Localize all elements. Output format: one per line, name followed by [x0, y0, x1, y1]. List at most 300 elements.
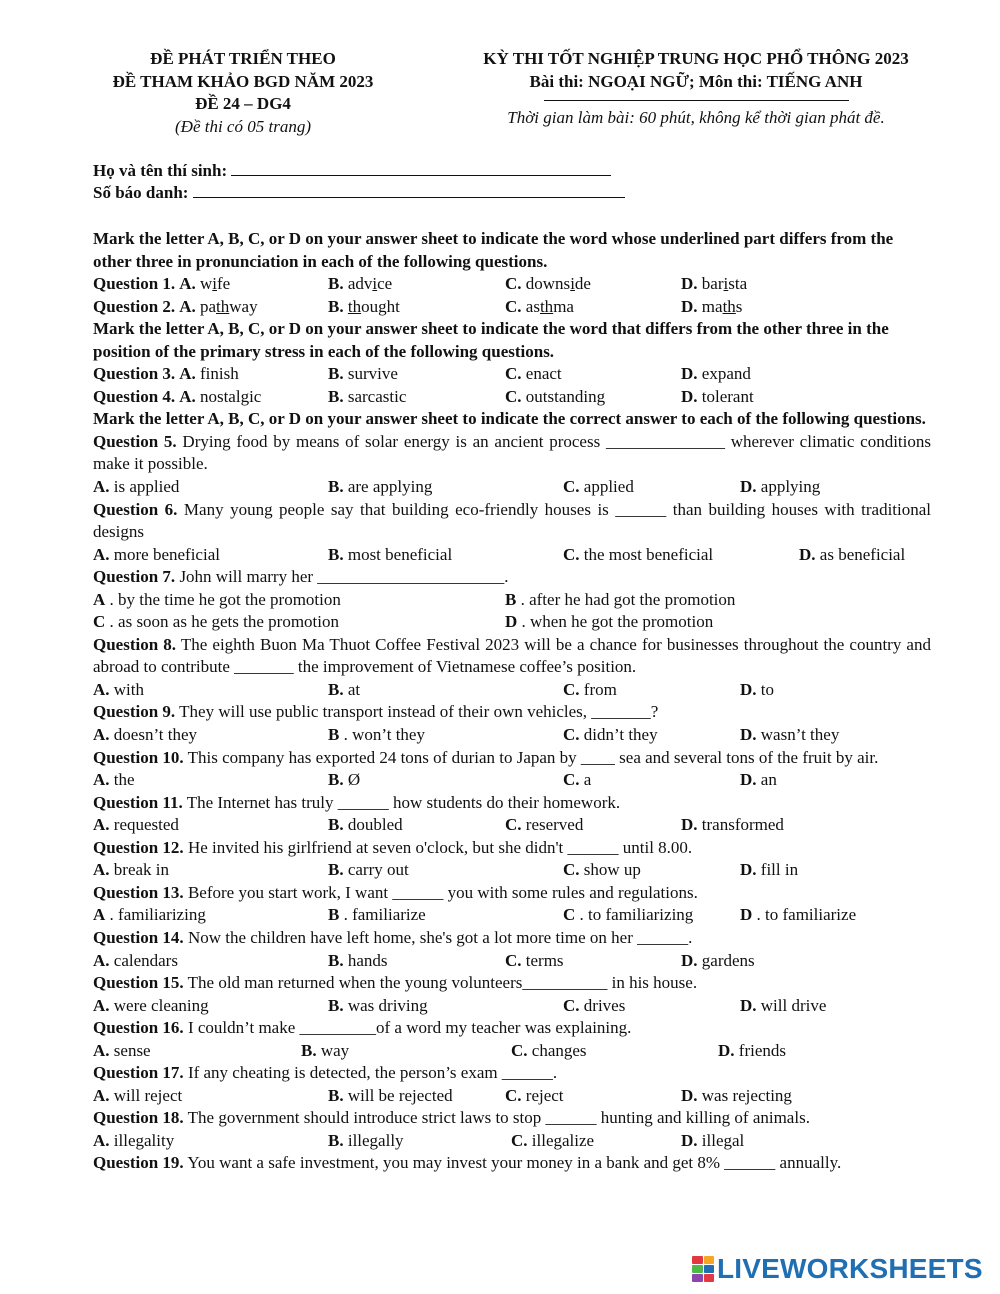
option-b[interactable] — [328, 724, 425, 747]
option-word: asthma — [525, 296, 574, 316]
question-18 — [93, 1107, 931, 1130]
question-text: The Internet has truly ______ how students do their homework. — [186, 792, 621, 812]
option-text: illegalize — [531, 1130, 595, 1150]
option-a[interactable] — [93, 769, 135, 792]
question-13 — [93, 882, 931, 905]
option-c[interactable] — [505, 814, 583, 837]
option-d[interactable] — [799, 544, 905, 567]
option-letter: C. — [505, 274, 522, 294]
option-text: . won’t they — [343, 725, 425, 745]
option-a[interactable] — [179, 297, 257, 316]
option-c[interactable] — [563, 544, 713, 567]
options-row — [93, 589, 931, 612]
option-text: more beneficial — [113, 544, 220, 564]
option-text: carry out — [347, 860, 409, 880]
option-letter: D. — [681, 1085, 698, 1105]
option-letter: A. — [93, 725, 110, 745]
option-letter: C. — [563, 725, 580, 745]
option-letter: C. — [505, 950, 522, 970]
option-d[interactable] — [740, 904, 856, 927]
question-2 — [93, 296, 931, 319]
option-word: downside — [525, 274, 591, 294]
question-4 — [93, 386, 931, 409]
option-text: transformed — [701, 815, 784, 835]
option-c[interactable] — [563, 904, 693, 927]
option-letter: D. — [740, 770, 757, 790]
question-text: The government should introduce strict laws to stop ______ hunting and killing of animals. — [187, 1108, 810, 1128]
option-text: show up — [583, 860, 641, 880]
option-letter: A. — [93, 1085, 110, 1105]
question-text: They will use public transport instead of their own vehicles, _______? — [179, 702, 659, 722]
question-7 — [93, 566, 931, 589]
option-b[interactable] — [328, 1085, 453, 1108]
question-text: Before you start work, I want ______ you with some rules and regulations. — [187, 882, 698, 902]
option-c[interactable] — [93, 611, 339, 634]
option-a[interactable] — [179, 274, 230, 293]
option-letter: A — [93, 905, 106, 925]
option-text: sarcastic — [347, 386, 407, 406]
question-10 — [93, 747, 931, 770]
question-12 — [93, 837, 931, 860]
question-number: Question 17. — [93, 1063, 184, 1083]
option-text: an — [760, 770, 777, 790]
option-a[interactable] — [179, 364, 239, 383]
option-d[interactable] — [740, 476, 820, 499]
question-11 — [93, 792, 931, 815]
options-row — [93, 859, 931, 882]
option-a[interactable] — [93, 1040, 151, 1063]
underlined-part: i — [723, 274, 729, 294]
option-b[interactable] — [328, 950, 388, 973]
option-d[interactable] — [740, 859, 798, 882]
option-b[interactable] — [328, 814, 403, 837]
option-letter: D — [740, 905, 753, 925]
option-text: requested — [113, 815, 179, 835]
option-text: a — [583, 770, 592, 790]
header-left-line-1: ĐỀ PHÁT TRIỂN THEO — [150, 49, 336, 68]
question-number: Question 16. — [93, 1018, 184, 1038]
candidate-name-blank — [231, 161, 611, 176]
option-b[interactable] — [328, 679, 360, 702]
option-c[interactable] — [505, 363, 562, 386]
option-b[interactable] — [328, 769, 360, 792]
header-divider — [544, 100, 849, 101]
option-letter: D — [505, 612, 518, 632]
option-letter: D. — [681, 364, 698, 384]
question-3 — [93, 363, 931, 386]
option-a[interactable] — [93, 814, 179, 837]
option-a[interactable] — [93, 950, 178, 973]
option-letter: C. — [563, 477, 580, 497]
option-b[interactable] — [328, 363, 398, 386]
question-text: You want a safe investment, you may invest your money in a bank and get 8% ______ annually. — [187, 1153, 842, 1173]
underlined-part: i — [372, 274, 378, 294]
option-text: as beneficial — [819, 544, 906, 564]
option-text: illegal — [701, 1130, 745, 1150]
underlined-part: th — [722, 296, 736, 316]
option-letter: C. — [563, 770, 580, 790]
option-text: way — [320, 1040, 350, 1060]
option-c[interactable] — [563, 995, 625, 1018]
option-text: was rejecting — [701, 1085, 792, 1105]
option-letter: D. — [681, 296, 698, 316]
option-text: gardens — [701, 950, 755, 970]
option-b[interactable] — [328, 476, 432, 499]
option-letter: A. — [93, 995, 110, 1015]
question-number: Question 2. — [93, 296, 176, 316]
option-letter: A. — [179, 386, 196, 406]
header-page-count-note: (Đề thi có 05 trang) — [175, 116, 311, 136]
option-c[interactable] — [505, 296, 574, 319]
question-text: John will marry her ______________________. — [179, 567, 509, 587]
exam-time-note: Thời gian làm bài: 60 phút, không kể thời gian phát đề. — [507, 108, 885, 128]
option-letter: C. — [505, 815, 522, 835]
option-text: from — [583, 679, 617, 699]
option-text: the — [113, 770, 135, 790]
option-text: illegally — [347, 1130, 404, 1150]
exam-header-left — [93, 48, 393, 138]
question-text: If any cheating is detected, the person’s exam ______. — [187, 1063, 558, 1083]
option-d[interactable] — [505, 611, 713, 634]
question-number: Question 11. — [93, 792, 183, 812]
option-letter: A. — [93, 815, 110, 835]
options-row — [93, 544, 931, 567]
question-17 — [93, 1062, 931, 1085]
question-number: Question 13. — [93, 882, 184, 902]
option-letter: A. — [93, 950, 110, 970]
option-c[interactable] — [563, 769, 591, 792]
options-row — [93, 995, 931, 1018]
option-a[interactable] — [93, 859, 169, 882]
options-row — [93, 679, 931, 702]
option-b[interactable] — [328, 273, 392, 296]
question-text: This company has exported 24 tons of durian to Japan by ____ sea and several tons of the fruit by air. — [187, 747, 879, 767]
question-6 — [93, 499, 931, 544]
option-d[interactable] — [681, 1085, 792, 1108]
question-section — [93, 228, 931, 1175]
option-d[interactable] — [681, 386, 754, 409]
option-text: . to familiarize — [756, 905, 857, 925]
option-text: to — [760, 679, 775, 699]
option-letter: C — [563, 905, 576, 925]
option-c[interactable] — [511, 1040, 587, 1063]
option-text: tolerant — [701, 386, 754, 406]
option-d[interactable] — [740, 724, 839, 747]
option-b[interactable] — [301, 1040, 349, 1063]
option-letter: A. — [93, 770, 110, 790]
option-letter: A. — [179, 274, 196, 294]
option-letter: D. — [799, 544, 816, 564]
option-letter: A. — [93, 1040, 110, 1060]
option-text: sense — [113, 1040, 151, 1060]
option-letter: B. — [328, 1085, 344, 1105]
option-letter: D. — [681, 386, 698, 406]
option-a[interactable] — [93, 1130, 174, 1153]
exam-title: KỲ THI TỐT NGHIỆP TRUNG HỌC PHỔ THÔNG 2023 — [483, 49, 909, 68]
option-letter: B. — [328, 477, 344, 497]
options-row — [93, 476, 931, 499]
header-left-line-3: ĐỀ 24 – DG4 — [195, 94, 291, 114]
option-text: at — [347, 679, 361, 699]
question-16 — [93, 1017, 931, 1040]
option-text: will drive — [760, 995, 827, 1015]
option-a[interactable] — [93, 679, 144, 702]
question-text: Drying food by means of solar energy is an ancient process ______________ wherever climatic conditions make it possible. — [93, 431, 931, 474]
option-text: with — [113, 679, 145, 699]
option-letter: B — [328, 905, 340, 925]
option-letter: A. — [93, 477, 110, 497]
option-c[interactable] — [505, 1085, 564, 1108]
option-letter: C. — [505, 364, 522, 384]
option-letter: A. — [93, 1130, 110, 1150]
option-text: is applied — [113, 477, 180, 497]
option-b[interactable] — [328, 296, 400, 319]
candidate-name-field — [93, 161, 611, 181]
option-text: enact — [525, 364, 562, 384]
option-c[interactable] — [563, 724, 658, 747]
options-row — [93, 1130, 931, 1153]
underlined-part: i — [570, 274, 575, 294]
option-d[interactable] — [681, 296, 742, 319]
liveworksheets-logo-text: LIVEWORKSHEETS — [717, 1253, 983, 1284]
question-number: Question 19. — [93, 1153, 184, 1173]
option-text: fill in — [760, 860, 799, 880]
option-letter: C. — [511, 1130, 528, 1150]
option-letter: B. — [328, 296, 344, 316]
option-d[interactable] — [681, 814, 784, 837]
option-letter: C. — [505, 386, 522, 406]
option-a[interactable] — [93, 995, 209, 1018]
candidate-id-field — [93, 183, 625, 203]
option-text: terms — [525, 950, 564, 970]
option-text: changes — [531, 1040, 587, 1060]
question-number: Question 18. — [93, 1108, 184, 1128]
option-letter: A. — [93, 860, 110, 880]
option-letter: C. — [505, 1085, 522, 1105]
option-word: advice — [347, 274, 393, 294]
question-number: Question 7. — [93, 567, 176, 587]
option-a[interactable] — [93, 904, 206, 927]
underlined-part: th — [539, 296, 554, 316]
option-letter: C. — [563, 995, 580, 1015]
option-text: was driving — [347, 995, 428, 1015]
liveworksheets-logo-icon — [692, 1256, 714, 1282]
option-b[interactable] — [328, 386, 406, 409]
option-d[interactable] — [681, 363, 751, 386]
option-letter: D. — [681, 815, 698, 835]
option-text: outstanding — [525, 386, 606, 406]
option-b[interactable] — [328, 904, 426, 927]
options-row — [93, 1040, 931, 1063]
option-letter: C — [93, 612, 106, 632]
option-letter: B. — [328, 815, 344, 835]
option-d[interactable] — [740, 995, 826, 1018]
options-row — [93, 950, 931, 973]
option-text: . familiarizing — [109, 905, 206, 925]
question-number: Question 4. — [93, 386, 176, 406]
option-text: applying — [760, 477, 821, 497]
option-text: reserved — [525, 815, 584, 835]
option-c[interactable] — [563, 859, 641, 882]
question-number: Question 12. — [93, 837, 184, 857]
option-letter: B. — [328, 995, 344, 1015]
options-row — [93, 814, 931, 837]
option-letter: A. — [179, 364, 196, 384]
option-text: are applying — [347, 477, 433, 497]
header-left-line-2: ĐỀ THAM KHẢO BGD NĂM 2023 — [112, 71, 374, 91]
option-letter: C. — [505, 296, 522, 316]
option-text: . familiarize — [343, 905, 426, 925]
underlined-part: i — [212, 274, 217, 294]
option-d[interactable] — [681, 950, 755, 973]
options-row — [93, 769, 931, 792]
option-b[interactable] — [505, 589, 735, 612]
option-a[interactable] — [93, 589, 341, 612]
option-letter: D. — [740, 860, 757, 880]
option-word: wife — [199, 274, 231, 294]
question-number: Question 15. — [93, 973, 184, 993]
option-letter: B. — [328, 679, 344, 699]
option-letter: D. — [740, 477, 757, 497]
option-a[interactable] — [93, 544, 220, 567]
option-text: reject — [525, 1085, 564, 1105]
option-text: expand — [701, 364, 751, 384]
option-a[interactable] — [179, 387, 261, 406]
question-9 — [93, 701, 931, 724]
question-1 — [93, 273, 931, 296]
option-text: friends — [738, 1040, 786, 1060]
question-15 — [93, 972, 931, 995]
question-number: Question 8. — [93, 634, 177, 654]
question-number: Question 14. — [93, 927, 184, 947]
option-letter: A. — [93, 544, 110, 564]
option-letter: D. — [740, 995, 757, 1015]
question-text: He invited his girlfriend at seven o'clock, but she didn't ______ until 8.00. — [187, 837, 693, 857]
option-text: illegality — [113, 1130, 175, 1150]
question-number: Question 1. — [93, 274, 176, 294]
option-text: doesn’t they — [113, 725, 198, 745]
question-number: Question 9. — [93, 702, 176, 722]
option-text: most beneficial — [347, 544, 453, 564]
question-number: Question 5. — [93, 431, 177, 451]
question-text: The old man returned when the young volunteers__________ in his house. — [187, 973, 698, 993]
option-text: nostalgic — [199, 386, 262, 406]
option-text: didn’t they — [583, 725, 658, 745]
question-text: Now the children have left home, she's got a lot more time on her ______. — [187, 927, 693, 947]
option-c[interactable] — [563, 679, 617, 702]
instruction-pronunciation: Mark the letter A, B, C, or D on your answer sheet to indicate the word whose underlined part differs from the other three in pronunciation in each of the following questions. — [93, 229, 894, 271]
instruction-stress: Mark the letter A, B, C, or D on your answer sheet to indicate the word that differs from the other three in the position of the primary stress in each of the following questions. — [93, 319, 889, 361]
option-b[interactable] — [328, 995, 428, 1018]
option-letter: A. — [179, 296, 196, 316]
option-d[interactable] — [718, 1040, 786, 1063]
option-letter: D. — [681, 950, 698, 970]
option-c[interactable] — [511, 1130, 594, 1153]
option-letter: B. — [328, 950, 344, 970]
option-c[interactable] — [563, 476, 634, 499]
candidate-id-label: Số báo danh: — [93, 183, 189, 202]
option-letter: B — [505, 589, 517, 609]
option-text: will reject — [113, 1085, 183, 1105]
option-c[interactable] — [505, 273, 591, 296]
option-text: Ø — [347, 770, 361, 790]
option-letter: D. — [740, 679, 757, 699]
option-text: . as soon as he gets the promotion — [109, 612, 339, 632]
question-5 — [93, 431, 931, 476]
option-text: hands — [347, 950, 388, 970]
question-text: I couldn’t make _________of a word my teacher was explaining. — [187, 1018, 632, 1038]
option-word: maths — [701, 296, 743, 316]
option-b[interactable] — [328, 1130, 404, 1153]
option-c[interactable] — [505, 950, 564, 973]
option-d[interactable] — [740, 679, 774, 702]
option-d[interactable] — [681, 273, 747, 296]
option-letter: A — [93, 589, 106, 609]
option-d[interactable] — [740, 769, 777, 792]
option-text: calendars — [113, 950, 178, 970]
option-text: the most beneficial — [583, 544, 714, 564]
options-row — [93, 724, 931, 747]
option-a[interactable] — [93, 476, 179, 499]
option-letter: C. — [563, 860, 580, 880]
option-word: barista — [701, 274, 748, 294]
option-text: applied — [583, 477, 634, 497]
question-text: Many young people say that building eco-friendly houses is ______ than building houses with traditional designs — [93, 499, 932, 542]
option-text: were cleaning — [113, 995, 209, 1015]
option-text: . after he had got the promotion — [520, 589, 736, 609]
option-letter: C. — [563, 544, 580, 564]
option-letter: C. — [511, 1040, 528, 1060]
option-letter: D. — [740, 725, 757, 745]
option-text: wasn’t they — [760, 725, 840, 745]
question-text: The eighth Buon Ma Thuot Coffee Festival 2023 will be a chance for businesses throughout the country and abroad to contribute _______ the improvement of Vietnamese coffee’s position. — [93, 634, 931, 677]
candidate-name-label: Họ và tên thí sinh: — [93, 161, 228, 180]
options-row — [93, 1085, 931, 1108]
question-number: Question 6. — [93, 499, 178, 519]
option-letter: B. — [328, 274, 344, 294]
option-text: doubled — [347, 815, 403, 835]
option-letter: B. — [328, 386, 344, 406]
candidate-id-blank — [193, 183, 625, 198]
option-letter: B. — [328, 860, 344, 880]
option-letter: D. — [681, 1130, 698, 1150]
instruction-correct-answer: Mark the letter A, B, C, or D on your answer sheet to indicate the correct answer to each of the following questions. — [93, 409, 926, 429]
underlined-part: th — [347, 296, 362, 316]
option-letter: B. — [328, 770, 344, 790]
options-row — [93, 904, 931, 927]
option-letter: D. — [718, 1040, 735, 1060]
option-text: drives — [583, 995, 626, 1015]
option-letter: B. — [301, 1040, 317, 1060]
option-b[interactable] — [328, 859, 409, 882]
liveworksheets-logo — [692, 1254, 983, 1284]
option-c[interactable] — [505, 386, 605, 409]
option-b[interactable] — [328, 544, 452, 567]
question-number: Question 10. — [93, 747, 184, 767]
option-text: . to familiarizing — [579, 905, 694, 925]
option-letter: C. — [563, 679, 580, 699]
option-text: . when he got the promotion — [521, 612, 714, 632]
option-a[interactable] — [93, 1085, 182, 1108]
option-text: will be rejected — [347, 1085, 453, 1105]
option-text: break in — [113, 860, 170, 880]
option-a[interactable] — [93, 724, 197, 747]
option-d[interactable] — [681, 1130, 744, 1153]
option-text: survive — [347, 364, 398, 384]
option-word: thought — [347, 296, 400, 316]
option-letter: B. — [328, 1130, 344, 1150]
option-text: . by the time he got the promotion — [109, 589, 341, 609]
